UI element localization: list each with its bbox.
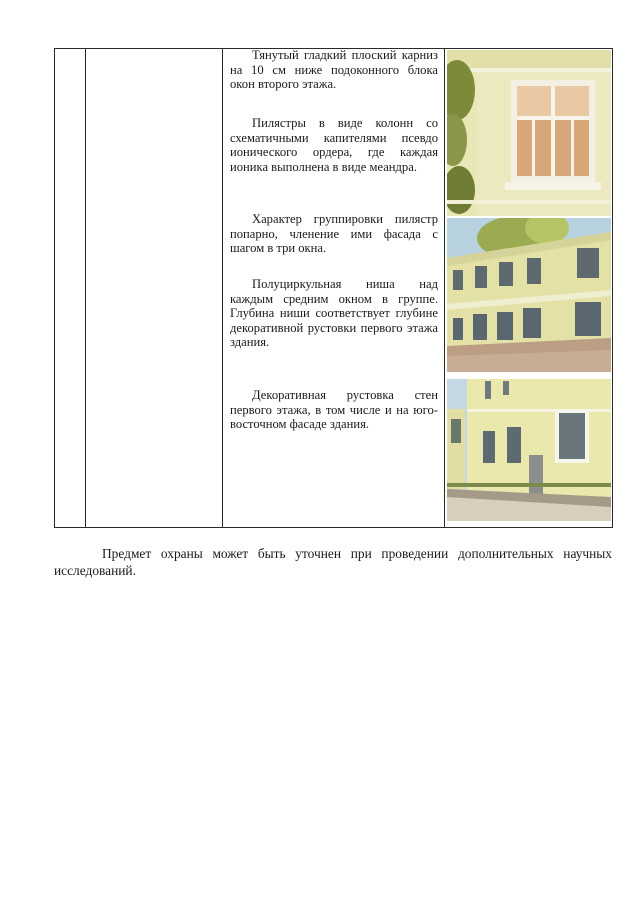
table-left-border xyxy=(54,48,55,528)
description-paragraph: Декоративная рустовка стен первого этажа, в том числе и на юго-восточном фасаде здания. xyxy=(230,388,438,432)
table-bottom-border xyxy=(54,527,613,528)
description-paragraph: Характер группировки пилястр попарно, членение ими фасада с шагом в три окна. xyxy=(230,212,438,256)
table-right-border xyxy=(612,48,613,528)
facade-rustication-photo xyxy=(447,379,611,521)
table-column-divider-3 xyxy=(444,48,445,528)
description-paragraph: Тянутый гладкий плоский карниз на 10 см ниже подоконного блока окон второго этажа. xyxy=(230,48,438,92)
description-paragraph: Полуциркульная ниша над каждым средним окном в группе. Глубина ниши соответствует глубине декоративной рустовки первого этажа здания. xyxy=(230,277,438,350)
facade-window-photo xyxy=(447,50,611,216)
description-paragraph: Пилястры в виде колонн со схематичными капителями псевдо ионического ордера, где каждая ионика выполнена в виде меандра. xyxy=(230,116,438,174)
table-column-divider-1 xyxy=(85,48,86,528)
footer-note: Предмет охраны может быть уточнен при проведении дополнительных научных исследований. xyxy=(54,546,612,578)
table-column-divider-2 xyxy=(222,48,223,528)
facade-overview-photo xyxy=(447,218,611,372)
